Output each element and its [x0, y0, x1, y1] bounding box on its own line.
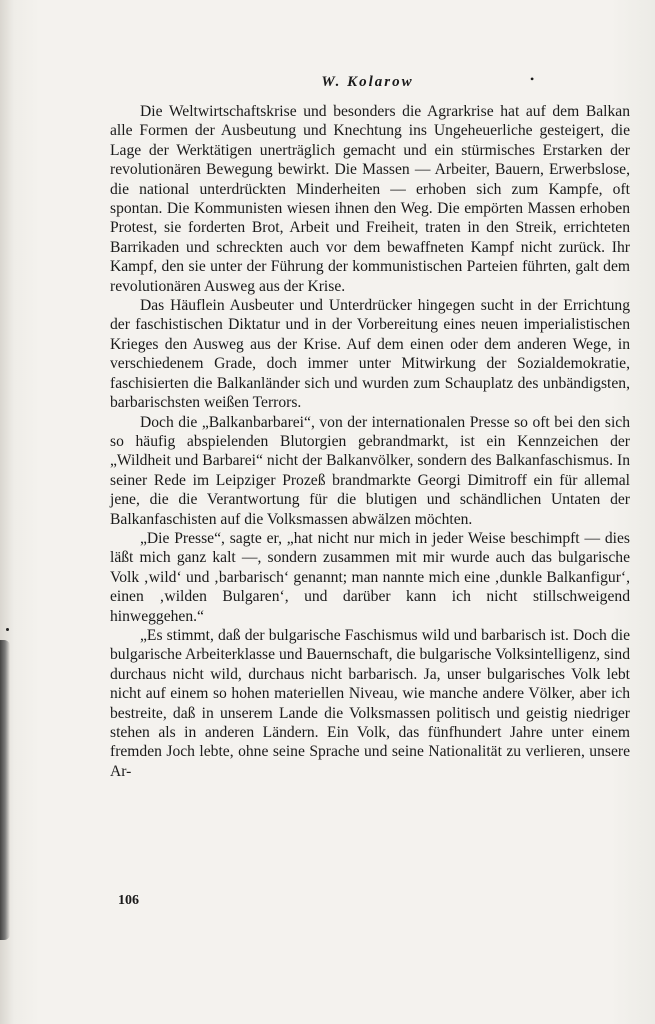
page-number: 106: [118, 893, 139, 908]
margin-mark: [6, 628, 9, 631]
header-mark: •: [530, 72, 535, 86]
running-header: [0, 74, 655, 91]
body-text: [110, 102, 630, 781]
page-binding-shadow: [0, 640, 10, 940]
paragraph: „Die Presse“, sagte er, „hat nicht nur mich in jeder Weise beschimpft — dies läßt mich ganz kalt —, sondern zusammen mit mir wurde auch das bulgarische Volk ‚wild‘ und ‚barbarisch‘ genannt; man nannte mich eine ‚dunkle Balkanfigur‘, einen ‚wilden Bulgaren‘, und darüber kann ich nicht stillschweigend hinweggehen.“: [110, 529, 630, 625]
paragraph: Die Weltwirtschaftskrise und besonders die Agrarkrise hat auf dem Balkan alle Formen der Ausbeutung und Knechtung ins Ungeheuerliche gesteigert, die Lage der Werktätigen unerträglich gemacht und ein stürmisches Erstarken der revolutionären Bewegung bewirkt. Die Massen — Arbeiter, Bauern, Erwerbslose, die national unterdrückten Minderheiten — erhoben sich zum Kampfe, oft spontan. Die Kommunisten wiesen ihnen den Weg. Die empörten Massen erhoben Protest, sie forderten Brot, Arbeit und Freiheit, traten in den Streik, errichteten Barrikaden und schreckten auch vor dem bewaffneten Kampf nicht zurück. Ihr Kampf, den sie unter der Führung der kommunistischen Parteien führten, galt dem revolutionären Ausweg aus der Krise.: [110, 103, 630, 295]
paragraph: „Es stimmt, daß der bulgarische Faschismus wild und barbarisch ist. Doch die bulgarische Arbeiterklasse und Bauernschaft, die bulgarische Volksintelligenz, sind durchaus nicht wild, durchaus nicht barbarisch. Ja, unser bulgarisches Volk lebt nicht auf einem so hohen materiellen Niveau, wie manche andere Völker, aber ich bestreite, daß in unserem Lande die Volksmassen politisch und geistig niedriger stehen als in anderen Ländern. Ein Volk, das fünfhundert Jahre unter einem fremden Joch lebte, ohne seine Sprache und seine Nationalität zu verlieren, unsere Ar-: [110, 626, 630, 780]
paragraph: Doch die „Balkanbarbarei“, von der internationalen Presse so oft bei den sich so häufig abspielenden Blutorgien gebrandmarkt, ist ein Kennzeichen der „Wildheit und Barbarei“ nicht der Balkanvölker, sondern des Balkanfaschismus. In seiner Rede im Leipziger Prozeß brandmarkte Georgi Dimitroff ein für allemal jene, die die Verantwortung für die blutigen und schändlichen Untaten der Balkanfaschisten auf die Volksmassen abwälzen möchten.: [110, 413, 630, 528]
running-title: W. Kolarow: [321, 74, 414, 90]
paragraph: Das Häuflein Ausbeuter und Unterdrücker hingegen sucht in der Errichtung der faschistischen Diktatur und in der Vorbereitung eines neuen imperialistischen Krieges den Ausweg aus der Krise. Auf dem einen oder dem anderen Wege, in verschiedenem Grade, doch immer unter Mitwirkung der Sozialdemokratie, faschisierten die Balkanländer sich und wurden zum Schauplatz des unbändigsten, barbarischsten weißen Terrors.: [110, 297, 630, 412]
